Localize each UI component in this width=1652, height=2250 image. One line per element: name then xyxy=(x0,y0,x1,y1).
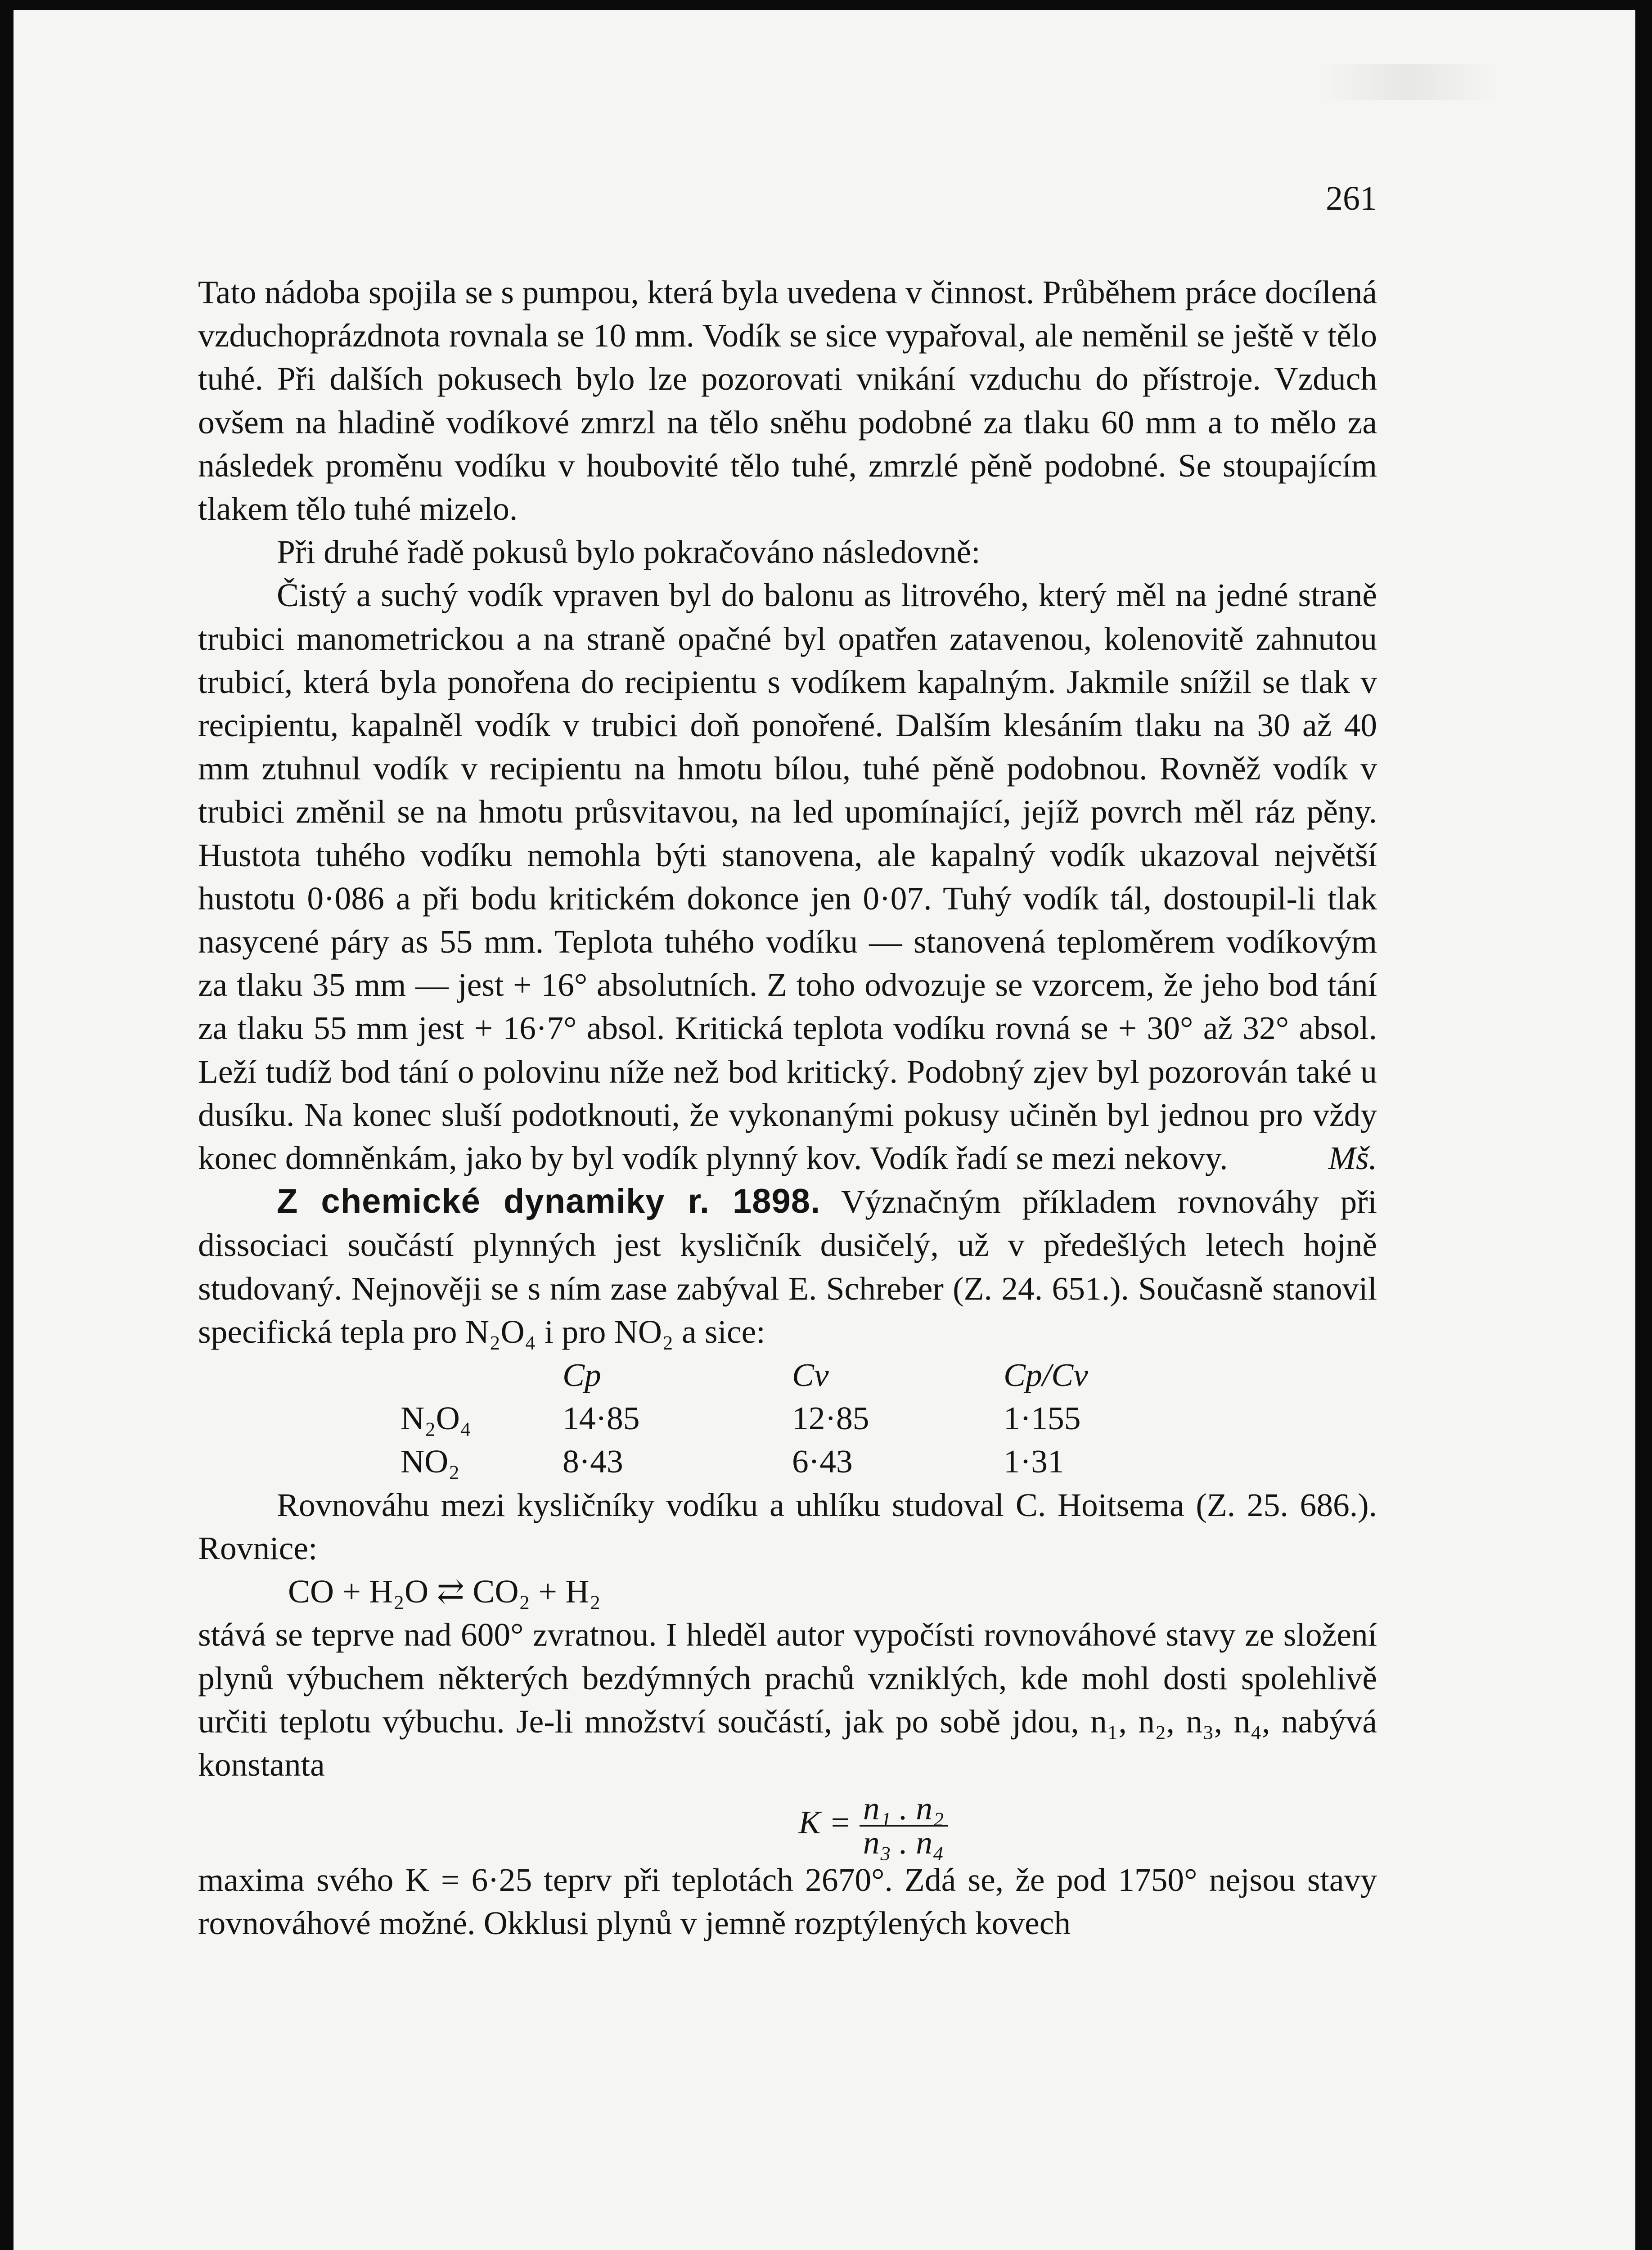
table-row xyxy=(401,1397,1148,1440)
page-number: 261 xyxy=(1326,180,1377,217)
paragraph-equilibrium: Rovnováhu mezi kysličníky vodíku a uhlíku studoval C. Hoitsema (Z. 25. 686.). Rovnice: xyxy=(198,1486,1377,1566)
table-cell: 1·155 xyxy=(1004,1400,1081,1437)
paragraph-second-series: Při druhé řadě pokusů bylo pokračováno následovně: xyxy=(277,534,981,571)
document-page xyxy=(14,10,1635,2250)
paragraph-pure-hydrogen-text: Čistý a suchý vodík vpraven byl do balonu as litrového, který měl na jedné straně trubici manometrickou a na straně opačné byl opatřen zatavenou, kolenovitě zahnutou trubicí, která byla ponořena do recipientu s vodíkem kapalným. Jakmile snížil se tlak v recipientu, kapalněl vodík v trubici doň ponořené. Dalším klesáním tlaku na 30 až 40 mm ztuhnul vodík v recipientu na hmotu bílou, tuhé pěně podobnou. Rovněž vodík v trubici změnil se na hmotu průsvitavou, na led upomínající, jejíž povrch měl ráz pěny. Hustota tuhého vodíku nemohla býti stanovena, ale kapalný vodík ukazoval největší hustotu 0·086 a při bodu kritickém dokonce jen 0·07. Tuhý vodík tál, dostoupil-li tlak nasycené páry as 55 mm. Teplota tuhého vodíku — stanovená teploměrem vodíkovým za tlaku 35 mm — jest + 16° absolutních. Z toho odvozuje se vzorcem, že jeho bod tání za tlaku 55 mm jest + 16·7° absol. Kritická teplota vodíku rovná se + 30° až 32° absol. Leží tudíž bod tání o polovinu níže než bod kritický. Podobný zjev byl pozorován také u dusíku. Na konec sluší podotknouti, že vykonanými pokusy učiněn byl jednou pro vždy konec domněnkám, jako by byl vodík plynný kov. Vodík řadí se mezi nekovy. xyxy=(198,577,1377,1177)
table-header-row xyxy=(401,1354,1148,1397)
paragraph-pure-hydrogen xyxy=(198,574,1377,1180)
table-cell: 8·43 xyxy=(563,1443,623,1480)
paragraph-maxima: maxima svého K = 6·25 teprv při teplotách 2670°. Zdá se, že pod 1750° nejsou stavy rovnováhové možné. Okklusi plynů v jemně rozptýlených kovech xyxy=(198,1862,1377,1942)
formula-lhs: K = xyxy=(798,1804,851,1841)
table-cell: 12·85 xyxy=(792,1400,869,1437)
table-header-cell: Cp xyxy=(563,1357,601,1394)
formula-fraction xyxy=(860,1792,948,1859)
section-heading: Z chemické dynamiky r. 1898. xyxy=(277,1182,821,1221)
table-header-cell: Cp/Cv xyxy=(1004,1357,1088,1394)
table-cell: N₂O₄ xyxy=(401,1400,472,1437)
table-row xyxy=(401,1440,1148,1483)
scan-smudge xyxy=(1319,64,1499,100)
paragraph-chemical-dynamics-text: Význačným příkladem rovnováhy při dissociaci součástí plynných jest kysličník dusičelý, už v předešlých letech hojně studovaný. Nejnověji se s ním zase zabýval E. Schreber (Z. 24. 651.). Současně stanovil specifická tepla pro N₂O₄ i pro NO₂ a sice: xyxy=(198,1184,1377,1350)
specific-heat-table xyxy=(401,1354,1148,1484)
page-body xyxy=(198,271,1377,1945)
table-cell: NO₂ xyxy=(401,1443,460,1480)
paragraph-explosion-analysis: stává se teprve nad 600° zvratnou. I hleděl autor vypočísti rovnováhové stavy ze složení plynů výbuchem některých bezdýmných prachů vzniklých, kde mohl dosti spolehlivě určiti teplotu výbuchu. Je-li množství součástí, jak po sobě jdou, n₁, n₂, n₃, n₄, nabývá konstanta xyxy=(198,1616,1377,1783)
formula-denominator: n₃ . n₄ xyxy=(863,1824,944,1861)
author-signature: Mš. xyxy=(1328,1140,1377,1177)
table-cell: 1·31 xyxy=(1004,1443,1064,1480)
table-header-cell: Cv xyxy=(792,1357,829,1394)
paragraph-chemical-dynamics xyxy=(198,1180,1377,1354)
table-header-cell xyxy=(401,1354,563,1397)
table-cell: 14·85 xyxy=(563,1400,640,1437)
paragraph-vacuum-experiment: Tato nádoba spojila se s pumpou, která byla uvedena v činnost. Průběhem práce docílená vzduchoprázdnota rovnala se 10 mm. Vodík se sice vypařoval, ale neměnil se ještě v tělo tuhé. Při dalších pokusech bylo lze pozorovati vnikání vzduchu do přístroje. Vzduch ovšem na hladině vodíkové zmrzl na tělo sněhu podobné za tlaku 60 mm a to mělo za následek proměnu vodíku v houbovité tělo tuhé, zmrzlé pěně podobné. Se stoupajícím tlakem tělo tuhé mizelo. xyxy=(198,274,1377,527)
reaction-equation: CO + H₂O ⇄ CO₂ + H₂ xyxy=(288,1573,601,1610)
constant-formula xyxy=(198,1786,1377,1861)
formula-numerator: n₁ . n₂ xyxy=(860,1792,948,1827)
table-cell: 6·43 xyxy=(792,1443,853,1480)
